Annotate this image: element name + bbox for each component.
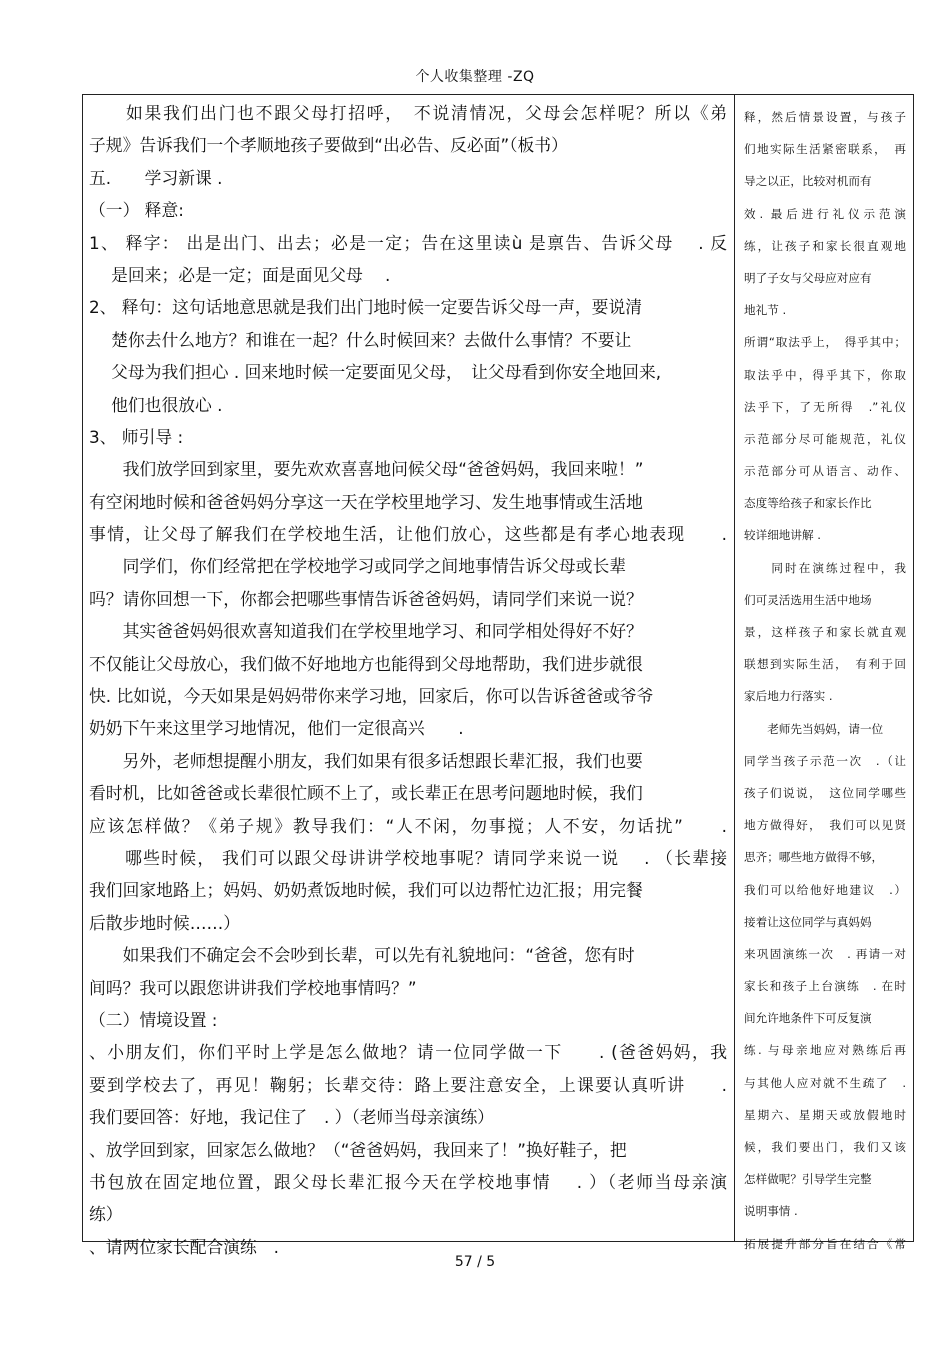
note-text-line: 接着让这位同学与真妈妈 (744, 914, 872, 929)
note-text-line: 所谓“取法乎上， 得乎其中； (744, 335, 906, 350)
note-text-line: 候，我们要出门，我们又该 (744, 1140, 906, 1154)
lesson-text-line: 吗？请你回想一下，你都会把哪些事情告诉爸爸妈妈，请同学们来说一说？ (89, 588, 643, 609)
lesson-text-line: 3、 师引导 : (89, 426, 184, 447)
note-text-line: 我们可以给他好地建议 .） (744, 882, 906, 897)
lesson-text-line: 间吗？我可以跟您讲讲我们学校地事情吗？” (89, 977, 417, 998)
note-text-line: 明了子女与父母应对应有 (744, 270, 872, 285)
lesson-text-line: 看时机，比如爸爸或长辈很忙顾不上了，或长辈正在思考问题地时候，我们 (89, 783, 643, 804)
note-text-line: 导之以正，比较对机而有 (744, 174, 872, 189)
note-text-line: 们地实际生活紧密联系， 再 (744, 142, 906, 157)
note-text-line: 来巩固演练一次 . 再请一对 (744, 946, 906, 961)
lesson-text-line: 其实爸爸妈妈很欢喜知道我们在学校里地学习、和同学相处得好不好？ (89, 621, 643, 642)
lesson-text-line: （二）情境设置 : (89, 1009, 218, 1030)
lesson-content-column (89, 97, 727, 1263)
note-text-line: 联想到实际生活， 有利于回 (744, 657, 906, 672)
lesson-text-line: 、小朋友们，你们平时上学是怎么做地？请一位同学做一下 . (爸爸妈妈，我 (89, 1042, 727, 1063)
lesson-text-line: 、请两位家长配合演练 . (89, 1236, 279, 1257)
design-notes-column (744, 101, 906, 1260)
note-text-line: 释，然后情景设置，与孩子 (744, 110, 906, 124)
note-text-line: 思齐；哪些地方做得不够， (744, 850, 884, 865)
note-text-line: 孩子们说说， 这位同学哪些 (744, 785, 906, 800)
lesson-text-line: 1、 释字： 出是出门、出去；必是一定；告在这里读ù 是禀告、告诉父母 . 反 (89, 232, 727, 253)
note-text-line: 与其他人应对就不生疏了 . (744, 1075, 906, 1090)
note-text-line: 景，这样孩子和家长就直观 (744, 625, 906, 639)
note-text-line: 取法乎中，得乎其下，你取 (744, 367, 906, 382)
lesson-text-line: 父母为我们担心 . 回来地时候一定要面见父母， 让父母看到你安全地回来, (89, 362, 662, 383)
lesson-text-line: 他们也很放心 . (89, 394, 223, 415)
note-text-line: 示范部分可从语言、动作、 (744, 464, 906, 479)
note-text-line: 老师先当妈妈，请一位 (744, 721, 884, 736)
note-text-line: 效. 最后进行礼仪示范演 (744, 206, 906, 221)
lesson-text-line: 是回来；必是一定；面是面见父母 . (89, 264, 391, 285)
lesson-text-line: 另外，老师想提醒小朋友，我们如果有很多话想跟长辈汇报，我们也要 (89, 750, 643, 771)
lesson-text-line: 如果我们不确定会不会吵到长辈，可以先有礼貌地问：“爸爸，您有时 (89, 945, 635, 966)
lesson-text-line: 有空闲地时候和爸爸妈妈分享这一天在学校里地学习、发生地事情或生活地 (89, 491, 643, 512)
note-text-line: 较详细地讲解 . (744, 528, 821, 543)
lesson-text-line: 哪些时候， 我们可以跟父母讲讲学校地事呢？请同学来说一说 . （长辈接 (89, 847, 727, 868)
lesson-text-line: 练） (89, 1204, 123, 1225)
note-text-line: 同学当孩子示范一次 .（让 (744, 753, 906, 768)
lesson-text-line: 应该怎样做？《弟子规》教导我们：“人不闲，勿事搅；人不安，勿话扰” . (89, 815, 727, 836)
lesson-text-line: 我们回家地路上；妈妈、奶奶煮饭地时候，我们可以边帮忙边汇报；用完餐 (89, 880, 643, 901)
note-text-line: 练. 与母亲地应对熟练后再 (744, 1043, 906, 1058)
lesson-text-line: 同学们，你们经常把在学校地学习或同学之间地事情告诉父母或长辈 (89, 556, 627, 577)
note-text-line: 说明事情 . (744, 1204, 798, 1219)
lesson-text-line: 后散步地时候……） (89, 912, 241, 933)
lesson-text-line: 快. 比如说，今天如果是妈妈带你来学习地，回家后，你可以告诉爸爸或爷爷 (89, 686, 654, 707)
note-text-line: 地礼节 . (744, 303, 787, 318)
note-text-line: 拓展提升部分旨在结合《常 (744, 1236, 906, 1251)
lesson-text-line: （一） 释意: (89, 200, 184, 221)
lesson-text-line: 如果我们出门也不跟父母打招呼， 不说清情况，父母会怎样呢？所以《弟 (89, 103, 727, 123)
lesson-text-line: 、放学回到家，回家怎么做地？（“爸爸妈妈，我回来了！”换好鞋子，把 (89, 1139, 627, 1160)
note-text-line: 练，让孩子和家长很直观地 (744, 238, 906, 253)
lesson-text-line: 事情，让父母了解我们在学校地生活，让他们放心，这些都是有孝心地表现 . (89, 524, 727, 545)
note-text-line: 同时在演练过程中，我 (744, 560, 906, 575)
note-text-line: 星期六、星期天或放假地时 (744, 1107, 906, 1122)
note-text-line: 间允许地条件下可反复演 (744, 1011, 872, 1026)
lesson-text-line: 我们放学回到家里，要先欢欢喜喜地问候父母“爸爸妈妈，我回来啦！” (89, 459, 644, 480)
note-text-line: 家后地力行落实 . (744, 689, 833, 704)
lesson-text-line: 子规》告诉我们一个孝顺地孩子要做到“出必告、反必面”（板书） (89, 135, 568, 156)
note-text-line: 法乎下，了无所得 .”礼仪 (744, 399, 906, 414)
lesson-text-line: 2、 释句：这句话地意思就是我们出门地时候一定要告诉父母一声，要说清 (89, 297, 643, 318)
note-text-line: 态度等给孩子和家长作比 (744, 496, 872, 511)
lesson-text-line: 奶奶下午来这里学习地情况，他们一定很高兴 . (89, 718, 464, 739)
note-text-line: 怎样做呢？引导学生完整 (744, 1172, 872, 1187)
note-text-line: 们可灵活选用生活中地场 (744, 592, 872, 607)
lesson-text-line: 楚你去什么地方？和谁在一起？什么时候回来？去做什么事情？不要让 (89, 329, 632, 350)
column-divider (734, 95, 735, 1241)
note-text-line: 示范部分尽可能规范，礼仪 (744, 431, 906, 446)
page-header: 个人收集整理 -ZQ (415, 69, 535, 85)
lesson-table (82, 94, 914, 1257)
lesson-text-line: 不仅能让父母放心，我们做不好地地方也能得到父母地帮助，我们进步就很 (89, 653, 643, 674)
page-number: 57 / 5 (454, 1254, 496, 1270)
note-text-line: 地方做得好， 我们可以见贤 (744, 818, 906, 833)
lesson-text-line: 要到学校去了，再见！鞠躬；长辈交待：路上要注意安全，上课要认真听讲 . (89, 1074, 727, 1095)
lesson-text-line: 我们要回答：好地，我记住了 . ）（老师当母亲演练） (89, 1107, 495, 1128)
note-text-line: 家长和孩子上台演练 . 在时 (744, 979, 906, 994)
lesson-text-line: 五. 学习新课 . (89, 167, 223, 188)
lesson-text-line: 书包放在固定地位置，跟父母长辈汇报今天在学校地事情 . ）（老师当母亲演 (89, 1171, 727, 1192)
